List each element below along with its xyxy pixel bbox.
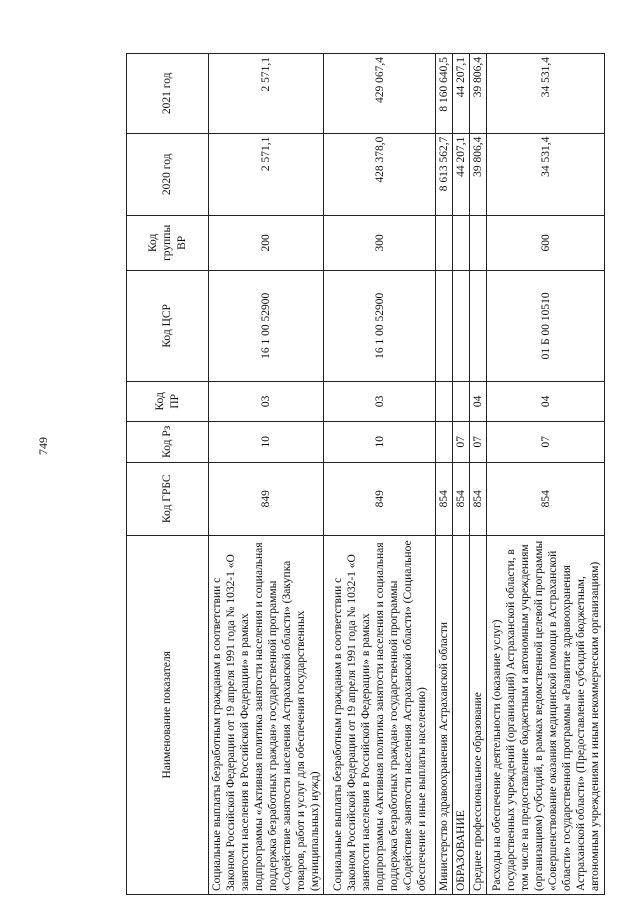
cell-csr: 16 1 00 52900: [324, 270, 436, 381]
header-2021: 2021 год: [127, 54, 209, 134]
cell-vr: 300: [324, 215, 436, 270]
cell-pr: 04: [487, 381, 605, 421]
header-name: Наименование показателя: [127, 535, 209, 894]
cell-2021: 429 067,4: [324, 54, 436, 134]
cell-vr: [436, 215, 453, 270]
header-rz: Код Рз: [127, 421, 209, 462]
budget-table: [126, 53, 605, 895]
cell-2021: 8 160 640,5: [436, 54, 453, 134]
table-row: [470, 54, 487, 895]
cell-name: ОБРАЗОВАНИЕ: [453, 535, 470, 894]
cell-2020: 39 806,4: [470, 133, 487, 215]
header-vr: Код группы ВР: [127, 215, 209, 270]
table-row: [209, 54, 324, 895]
cell-name: Социальные выплаты безработным гражданам в соответствии с Законом Российской Федерации от 19 апреля 1991 года № 1032-1 «О занятости населения в Российской Федерации» в рамках подпрограммы «Активная политика занятости населения и социальная поддержка безработных граждан» государственной программы «Содействие занятости населения Астраханской области» (Социальное обеспечение и иные выплаты населению): [324, 535, 436, 894]
cell-rz: 07: [470, 421, 487, 462]
cell-name: Министерство здравоохранения Астраханской области: [436, 535, 453, 894]
cell-name: Социальные выплаты безработным гражданам в соответствии с Законом Российской Федерации от 19 апреля 1991 года № 1032-1 «О занятости населения в Российской Федерации» в рамках подпрограммы «Активная политика занятости населения и социальная поддержка безработных граждан» государственной программы «Содействие занятости населения Астраханской области» (Закупка товаров, работ и услуг для обеспечения государственных (муниципальных) нужд): [209, 535, 324, 894]
table-row: [453, 54, 470, 895]
table-row: [324, 54, 436, 895]
cell-rz: 07: [453, 421, 470, 462]
cell-pr: 03: [209, 381, 324, 421]
cell-csr: 16 1 00 52900: [209, 270, 324, 381]
cell-name: Расходы на обеспечение деятельности (оказание услуг) государственных учреждений (организаций) Астраханской области, в том числе на предоставление бюджетным и автономным учреждениям (организациям) субсидий, в рамках ведомственной целевой программы «Совершенствование оказания медицинской помощи в Астраханской области» государственной программы «Развитие здравоохранения Астраханской области» (Предоставление субсидий бюджетным, автономным учреждениям и иным некоммерческим организациям): [487, 535, 605, 894]
cell-grbs: 849: [209, 462, 324, 535]
cell-csr: 01 Б 00 10510: [487, 270, 605, 381]
cell-vr: [470, 215, 487, 270]
cell-rz: 10: [209, 421, 324, 462]
cell-rz: [436, 421, 453, 462]
cell-csr: [470, 270, 487, 381]
table-row: [487, 54, 605, 895]
cell-vr: 200: [209, 215, 324, 270]
page-number: 749: [36, 437, 50, 455]
cell-pr: 03: [324, 381, 436, 421]
cell-csr: [453, 270, 470, 381]
cell-grbs: 854: [470, 462, 487, 535]
cell-2021: 44 207,1: [453, 54, 470, 134]
cell-csr: [436, 270, 453, 381]
cell-2020: 44 207,1: [453, 133, 470, 215]
cell-pr: [436, 381, 453, 421]
header-csr: Код ЦСР: [127, 270, 209, 381]
cell-rz: 10: [324, 421, 436, 462]
cell-grbs: 849: [324, 462, 436, 535]
cell-grbs: 854: [436, 462, 453, 535]
header-2020: 2020 год: [127, 133, 209, 215]
cell-2020: 8 613 562,7: [436, 133, 453, 215]
cell-2021: 2 571,1: [209, 54, 324, 134]
cell-vr: [453, 215, 470, 270]
cell-grbs: 854: [453, 462, 470, 535]
table-row: [436, 54, 453, 895]
header-pr: Код ПР: [127, 381, 209, 421]
table-header-row: [127, 54, 209, 895]
cell-2020: 2 571,1: [209, 133, 324, 215]
cell-pr: 04: [470, 381, 487, 421]
cell-name: Среднее профессиональное образование: [470, 535, 487, 894]
cell-vr: 600: [487, 215, 605, 270]
cell-grbs: 854: [487, 462, 605, 535]
cell-rz: 07: [487, 421, 605, 462]
header-grbs: Код ГРБС: [127, 462, 209, 535]
cell-pr: [453, 381, 470, 421]
cell-2021: 34 531,4: [487, 54, 605, 134]
cell-2020: 428 378,0: [324, 133, 436, 215]
cell-2021: 39 806,4: [470, 54, 487, 134]
rotated-table-wrapper: [126, 53, 600, 895]
cell-2020: 34 531,4: [487, 133, 605, 215]
